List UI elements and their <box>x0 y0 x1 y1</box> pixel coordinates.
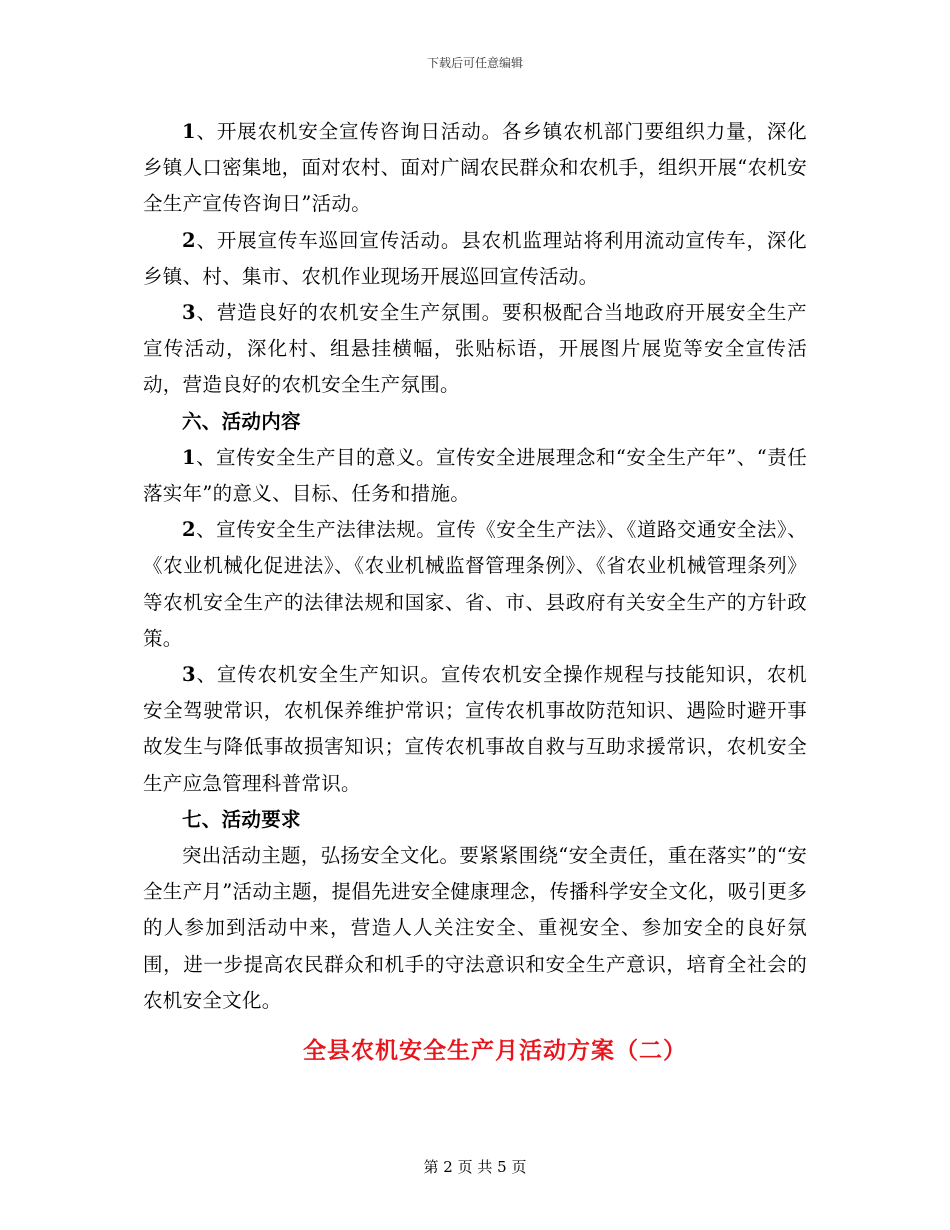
section-6-item-1-text: 、宣传安全生产目的意义。宣传安全进展理念和“安全生产年”、“责任落实年”的意义、目标、任务和措施。 <box>143 445 807 506</box>
paragraph-1-number: 1 <box>182 120 196 143</box>
section-6-item-1 <box>143 440 807 512</box>
section-6-item-2 <box>143 512 807 657</box>
paragraph-1 <box>143 114 807 223</box>
paragraph-3 <box>143 295 807 404</box>
section-6-item-3 <box>143 657 807 802</box>
section-6-item-3-number: 3 <box>182 663 196 687</box>
page-header: 下载后可任意编辑 <box>426 56 523 70</box>
section-6-item-2-text: 、宣传安全生产法律法规。宣传《安全生产法》、《道路交通安全法》、《农业机械化促进法》、《农业机械监督管理条例》、《省农业机械管理条列》等农机安全生产的法律法规和国家、省、市、县政府有关安全生产的方针政策。 <box>143 518 807 650</box>
section-7-heading: 七、活动要求 <box>182 807 301 831</box>
paragraph-2 <box>143 223 807 295</box>
section-6-item-1-number: 1 <box>182 445 196 469</box>
paragraph-3-number: 3 <box>182 301 196 325</box>
paragraph-2-text: 、开展宣传车巡回宣传活动。县农机监理站将利用流动宣传车，深化乡镇、村、集市、农机作业现场开展巡回宣传活动。 <box>143 228 807 288</box>
paragraph-1-text: 、开展农机安全宣传咨询日活动。各乡镇农机部门要组织力量，深化乡镇人口密集地，面对农村、面对广阔农民群众和农机手，组织开展“农机安全生产宣传咨询日”活动。 <box>143 120 807 216</box>
section-6-item-2-number: 2 <box>182 518 196 542</box>
paragraph-3-text: 、营造良好的农机安全生产氛围。要积极配合当地政府开展安全生产宣传活动，深化村、组悬挂横幅，张贴标语，开展图片展览等安全宣传活动，营造良好的农机安全生产氛围。 <box>143 301 807 397</box>
page-number-footer: 第 2 页 共 5 页 <box>423 1158 527 1176</box>
document-body <box>143 114 807 1019</box>
section-7-text: 突出活动主题，弘扬安全文化。要紧紧围绕“安全责任，重在落实”的“安全生产月”活动主题，提倡先进安全健康理念，传播科学安全文化，吸引更多的人参加到活动中来，营造人人关注安全、重视安全、参加安全的良好氛围，进一步提高农民群众和机手的守法意识和安全生产意识，培育全社会的农机安全文化。 <box>143 844 807 1012</box>
section-6-item-3-text: 、宣传农机安全生产知识。宣传农机安全操作规程与技能知识，农机安全驾驶常识，农机保养维护常识；宣传农机事故防范知识、遇险时避开事故发生与降低事故损害知识；宣传农机事故自救与互助求援常识，农机安全生产应急管理科普常识。 <box>143 663 807 795</box>
paragraph-2-number: 2 <box>182 228 196 252</box>
section-6-heading: 六、活动内容 <box>182 409 301 433</box>
document-title: 全县农机安全生产月活动方案（二） <box>303 1037 687 1064</box>
